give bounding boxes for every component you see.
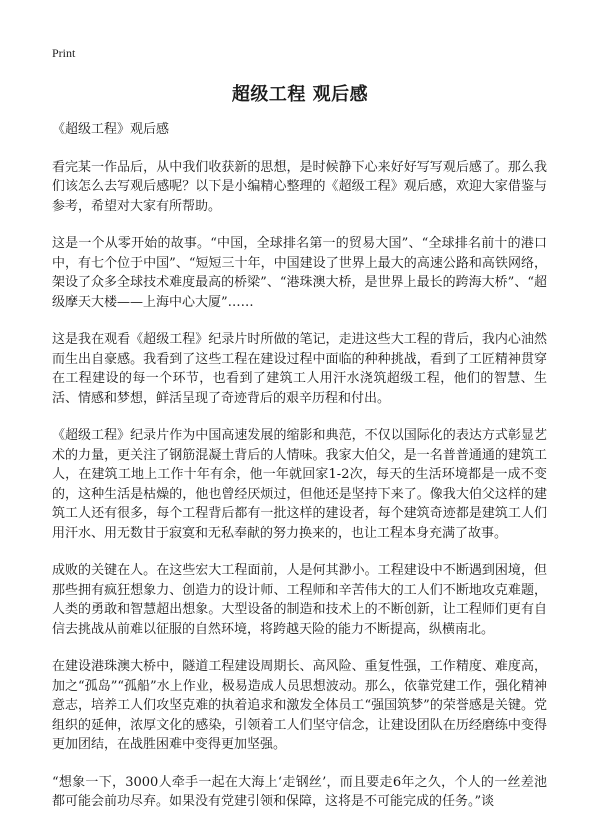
page-title: 超级工程 观后感 [231, 84, 369, 105]
article-body [52, 120, 547, 830]
article-paragraph-notes: 这是我在观看《超级工程》纪录片时所做的笔记，走进这些大工程的背后，我内心油然而生出自豪感。我看到了这些工程在建设过程中面临的种种挑战，看到了工匠精神贯穿在工程建设的每一个环节，也看到了建筑工人用汗水浇筑超级工程，他们的智慧、生活、情感和梦想，鲜活呈现了奇迹背后的艰辛历程和付出。 [52, 332, 547, 406]
article-subtitle: 《超级工程》观后感 [52, 122, 170, 137]
article-paragraph-uncle: 《超级工程》纪录片作为中国高速发展的缩影和典范，不仅以国际化的表达方式彰显艺术的力量，更关注了钢筋混凝土背后的人情味。我家大伯父，是一名普普通通的建筑工人，在建筑工地上工作十年有余，他一年就回家1-2次，每天的生活环境都是一成不变的，这种生活是枯燥的，他也曾经厌烦过，但他还是坚持下来了。像我大伯父这样的建筑工人还有很多，每个工程背后都有一批这样的建设者，每个建筑奇迹都是建筑工人们用汗水、用无数甘于寂寞和无私奉献的努力换来的，也让工程本身充满了故事。 [52, 428, 547, 541]
print-link[interactable]: Print [52, 46, 76, 60]
article-paragraph-intro: 看完某一作品后，从中我们收获新的思想，是时候静下心来好好写写观后感了。那么我们该怎么去写观后感呢？以下是小编精心整理的《超级工程》观后感，欢迎大家借鉴与参考，希望对大家有所帮助。 [52, 159, 547, 214]
article-paragraph-story: 这是一个从零开始的故事。“中国，全球排名第一的贸易大国”、“全球排名前十的港口中，有七个位于中国”、“短短三十年，中国建设了世界上最大的高速公路和高铁网络，架设了众多全球技术难度最高的桥梁”、“港珠澳大桥，是世界上最长的跨海大桥”、“超级摩天大楼——上海中心大厦”…… [52, 236, 547, 310]
article-paragraph-imagine: “想象一下，3000人牵手一起在大海上‘走钢丝’，而且要走6年之久，个人的一丝差池都可能会前功尽弃。如果没有党建引领和保障，这将是不可能完成的任务。”谈 [52, 774, 547, 809]
article-paragraph-bridge: 在建设港珠澳大桥中，隧道工程建设周期长、高风险、重复性强，工作精度、难度高，加之“孤岛”“孤船”水上作业，极易造成人员思想波动。那么，依靠党建工作，强化精神意志，培养工人们攻坚克难的执着追求和激发全体员工“强国筑梦”的荣誉感是关键。党组织的延伸，浓厚文化的感染，引领着工人们坚守信念，让建设团队在历经磨练中变得更加团结，在战胜困难中变得更加坚强。 [52, 659, 547, 752]
article-paragraph-people: 成败的关键在人。在这些宏大工程面前，人是何其渺小。工程建设中不断遇到困境，但那些拥有疯狂想象力、创造力的设计师、工程师和辛苦伟大的工人们不断地攻克难题，人类的勇敢和智慧超出想象。大型设备的制造和技术上的不断创新，让工程师们更有自信去挑战从前难以征服的自然环境，将跨越天险的能力不断提高，纵横南北。 [52, 563, 547, 637]
